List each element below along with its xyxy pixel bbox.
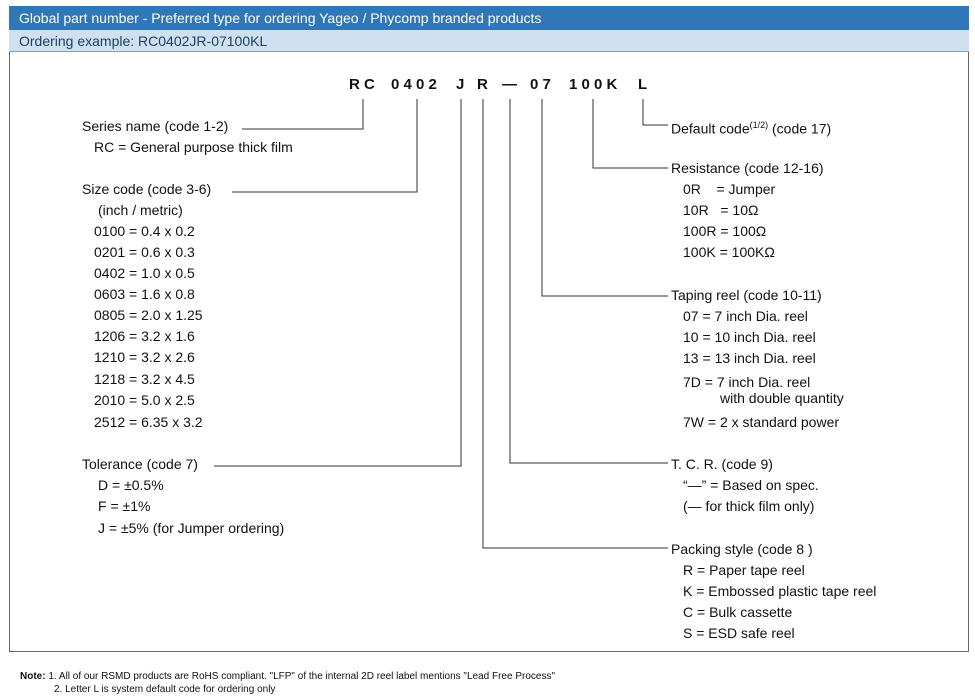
reel-line: 7W = 2 x standard power [683, 414, 840, 430]
packing-line: S = ESD safe reel [683, 625, 795, 641]
reel-line: 10 = 10 inch Dia. reel [683, 329, 816, 345]
code-tolerance: J [456, 76, 465, 93]
code-series: R C [349, 76, 375, 93]
default-title: Default code$^{(1/2)}$ (code 17) [671, 120, 832, 137]
code-default: L [638, 76, 648, 93]
size-subtitle: (inch / metric) [98, 202, 183, 218]
code-size: 0 4 0 2 [391, 76, 437, 93]
series-line: RC = General purpose thick film [94, 139, 293, 155]
size-line: 0402 = 1.0 x 0.5 [94, 265, 195, 281]
tcr-line: “—” = Based on spec. [683, 477, 819, 493]
tolerance-line: F = ±1% [98, 498, 151, 514]
size-line: 0805 = 2.0 x 1.25 [94, 307, 203, 323]
code-reel: 0 7 [530, 76, 551, 93]
size-title: Size code (code 3-6) [82, 181, 212, 197]
resistance-line: 10R = 10Ω [683, 202, 759, 218]
resistance-line: 0R = Jumper [683, 181, 776, 197]
size-line: 1206 = 3.2 x 1.6 [94, 328, 195, 344]
packing-connector [483, 99, 668, 548]
note-line-1: Note: 1. All of our RSMD products are RoHS compliant. "LFP" of the internal 2D reel label mentions "Lead Free Process" [20, 671, 555, 682]
resistance-title: Resistance (code 12-16) [671, 160, 824, 176]
reel-line: 7D = 7 inch Dia. reel [683, 374, 811, 390]
size-line: 1218 = 3.2 x 4.5 [94, 371, 195, 387]
header-title: Global part number - Preferred type for ordering Yageo / Phycomp branded products [9, 6, 969, 30]
ordering-example: Ordering example: RC0402JR-07100KL [9, 30, 969, 52]
resistance-connector [593, 99, 668, 168]
default-connector [643, 99, 668, 125]
size-line: 2010 = 5.0 x 2.5 [94, 392, 195, 408]
tcr-connector [510, 99, 668, 463]
code-resistance: 1 0 0 K [569, 76, 618, 93]
note-line-2: 2. Letter L is system default code for ordering only [54, 684, 276, 695]
size-line: 0201 = 0.6 x 0.3 [94, 244, 195, 260]
tolerance-title: Tolerance (code 7) [82, 456, 198, 472]
tcr-title: T. C. R. (code 9) [671, 456, 773, 472]
size-line: 1210 = 3.2 x 2.6 [94, 349, 195, 365]
packing-title: Packing style (code 8 ) [671, 541, 813, 557]
code-packing: R [477, 76, 488, 93]
packing-line: R = Paper tape reel [683, 562, 805, 578]
tolerance-line: D = ±0.5% [98, 477, 164, 493]
resistance-line: 100K = 100KΩ [683, 244, 775, 260]
tolerance-line: J = ±5% (for Jumper ordering) [98, 520, 285, 536]
size-line: 2512 = 6.35 x 3.2 [94, 414, 203, 430]
series-title: Series name (code 1-2) [82, 118, 229, 134]
reel-line: 13 = 13 inch Dia. reel [683, 350, 816, 366]
size-line: 0100 = 0.4 x 0.2 [94, 223, 195, 239]
code-tcr-dash: — [502, 76, 517, 93]
size-line: 0603 = 1.6 x 0.8 [94, 286, 195, 302]
packing-line: K = Embossed plastic tape reel [683, 583, 877, 599]
reel-connector [542, 99, 668, 296]
reel-line: 07 = 7 inch Dia. reel [683, 308, 808, 324]
resistance-line: 100R = 100Ω [683, 223, 767, 239]
series-connector [242, 99, 363, 129]
tcr-line: (— for thick film only) [683, 498, 815, 514]
reel-line: with double quantity [720, 390, 844, 406]
packing-line: C = Bulk cassette [683, 604, 793, 620]
reel-title: Taping reel (code 10-11) [671, 287, 822, 303]
